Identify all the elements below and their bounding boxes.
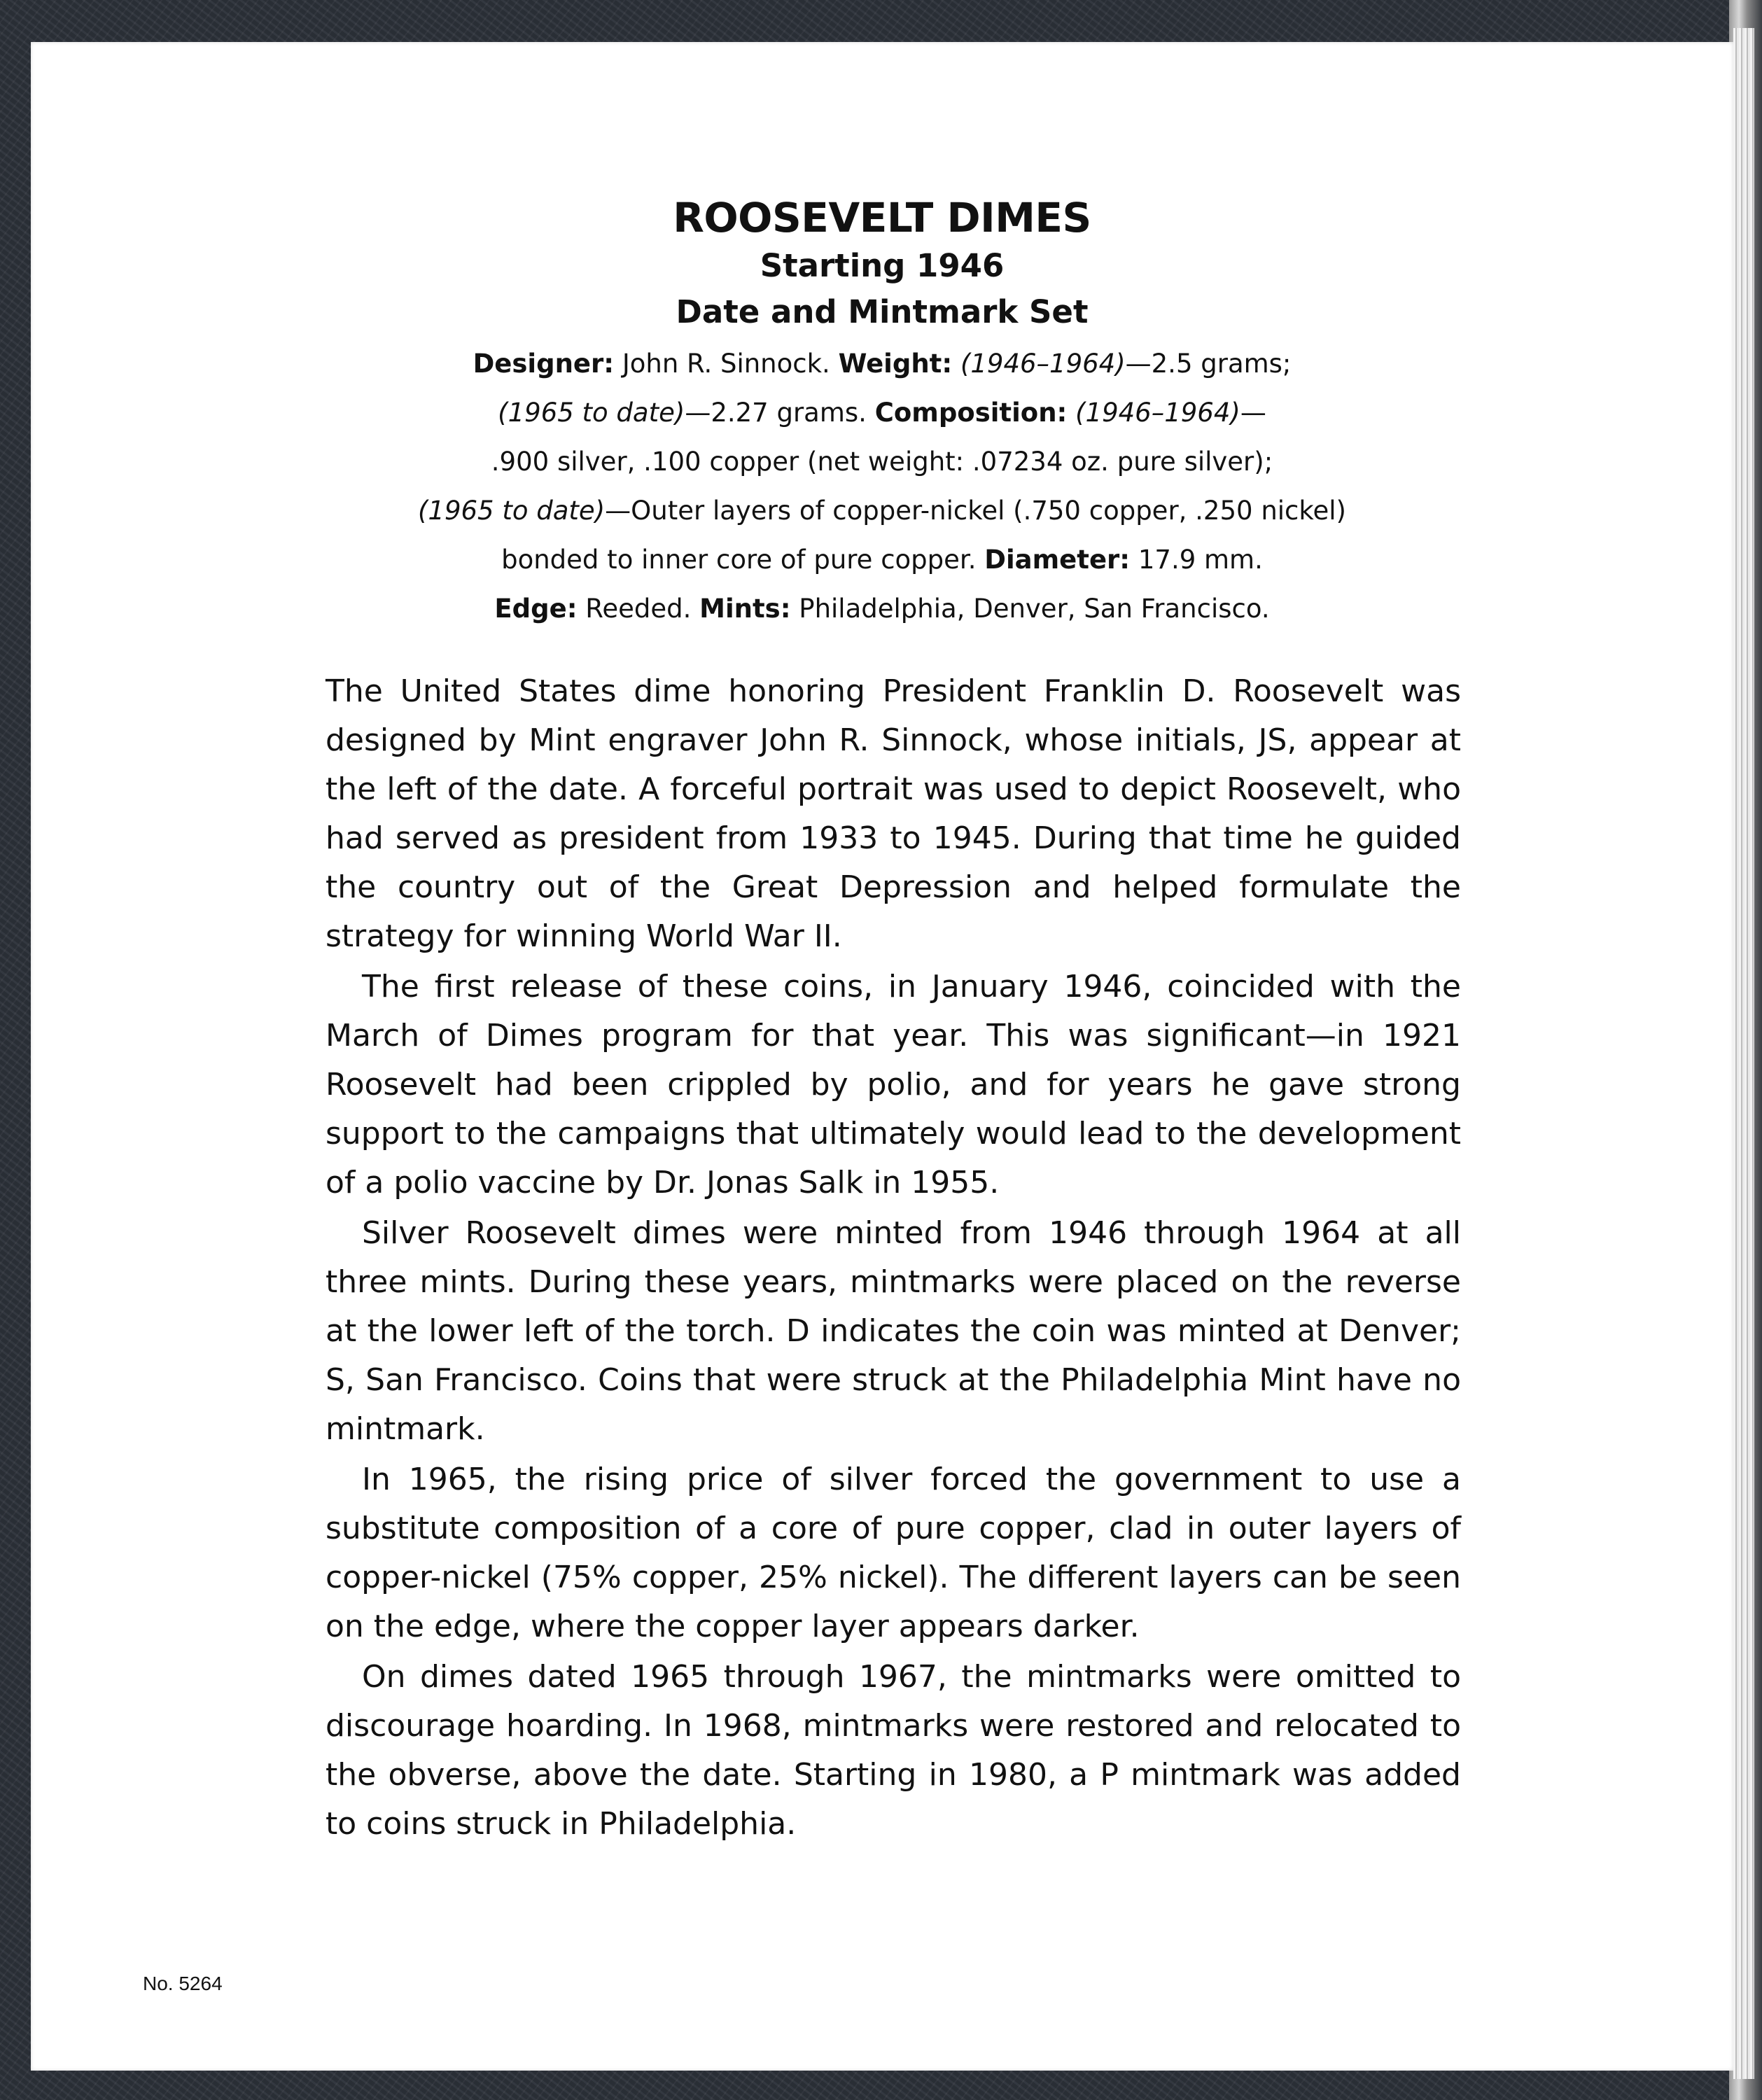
- album-page: [31, 42, 1733, 2071]
- history-text: [326, 667, 1461, 1850]
- designer-value: John R. Sinnock.: [622, 349, 830, 379]
- weight-period-1: (1946–1964): [960, 349, 1126, 379]
- coin-specifications: [31, 340, 1733, 634]
- paragraph: Silver Roosevelt dimes were minted from 1946 through 1964 at all three mints. During these years, mintmarks were placed on the reverse at the lower left of the torch. D indicates the coin was minted at Denver; S, San Francisco. Coins that were struck at the Philadelphia Mint have no mintmark.: [326, 1215, 1461, 1447]
- composition-period-2: (1965 to date): [418, 496, 606, 526]
- mints-label: Mints:: [699, 594, 791, 624]
- page-header: [31, 192, 1733, 335]
- weight-period-2: (1965 to date): [498, 398, 685, 428]
- specs-line-5: [31, 536, 1733, 584]
- specs-line-3: [31, 438, 1733, 486]
- diameter-label: Diameter:: [984, 545, 1131, 575]
- page-title: ROOSEVELT DIMES: [673, 194, 1091, 241]
- mints-value: Philadelphia, Denver, San Francisco.: [799, 594, 1270, 624]
- specs-line-4: [31, 486, 1733, 536]
- composition-label: Composition:: [874, 398, 1068, 428]
- weight-value-2: —2.27 grams.: [685, 398, 867, 428]
- paragraph: The United States dime honoring President Franklin D. Roosevelt was designed by Mint engraver John R. Sinnock, whose initials, JS, appear at the left of the date. A forceful portrait was used to depict Roosevelt, who had served as president from 1933 to 1945. During that time he guided the country out of the Great Depression and helped formulate the strategy for winning World War II.: [326, 673, 1461, 954]
- composition-dash: —: [1240, 398, 1266, 428]
- composition-value-2-cont: bonded to inner core of pure copper.: [501, 545, 977, 575]
- edge-label: Edge:: [494, 594, 578, 624]
- specs-line-6: [31, 584, 1733, 634]
- specs-line-1: [31, 340, 1733, 388]
- catalog-number: No. 5264: [143, 1973, 223, 1994]
- page-subtitle-set: Date and Mintmark Set: [676, 293, 1089, 330]
- composition-period-1: (1946–1964): [1075, 398, 1240, 428]
- composition-value-1: .900 silver, .100 copper (net weight: .07234 oz. pure silver);: [491, 447, 1273, 477]
- paragraph: In 1965, the rising price of silver forced the government to use a substitute composition of a core of pure copper, clad in outer layers of copper-nickel (75% copper, 25% nickel). The different layers can be seen on the edge, where the copper layer appears darker.: [326, 1462, 1461, 1644]
- paragraph: On dimes dated 1965 through 1967, the mintmarks were omitted to discourage hoarding. In 1968, mintmarks were restored and relocated to the obverse, above the date. Starting in 1980, a P mintmark was added to coins struck in Philadelphia.: [326, 1659, 1461, 1842]
- weight-value-1: —2.5 grams;: [1125, 349, 1292, 379]
- edge-value: Reeded.: [585, 594, 692, 624]
- paragraph: The first release of these coins, in January 1946, coincided with the March of Dimes program for that year. This was significant—in 1921 Roosevelt had been crippled by polio, and for years he gave strong support to the campaigns that ultimately would lead to the development of a polio vaccine by Dr. Jonas Salk in 1955.: [326, 969, 1461, 1200]
- designer-label: Designer:: [473, 349, 615, 379]
- diameter-value: 17.9 mm.: [1138, 545, 1263, 575]
- page-edge: [1733, 28, 1754, 2079]
- composition-value-2: —Outer layers of copper-nickel (.750 copper, .250 nickel): [605, 496, 1346, 526]
- weight-label: Weight:: [838, 349, 953, 379]
- specs-line-2: [31, 388, 1733, 438]
- page-subtitle-date: Starting 1946: [760, 247, 1005, 284]
